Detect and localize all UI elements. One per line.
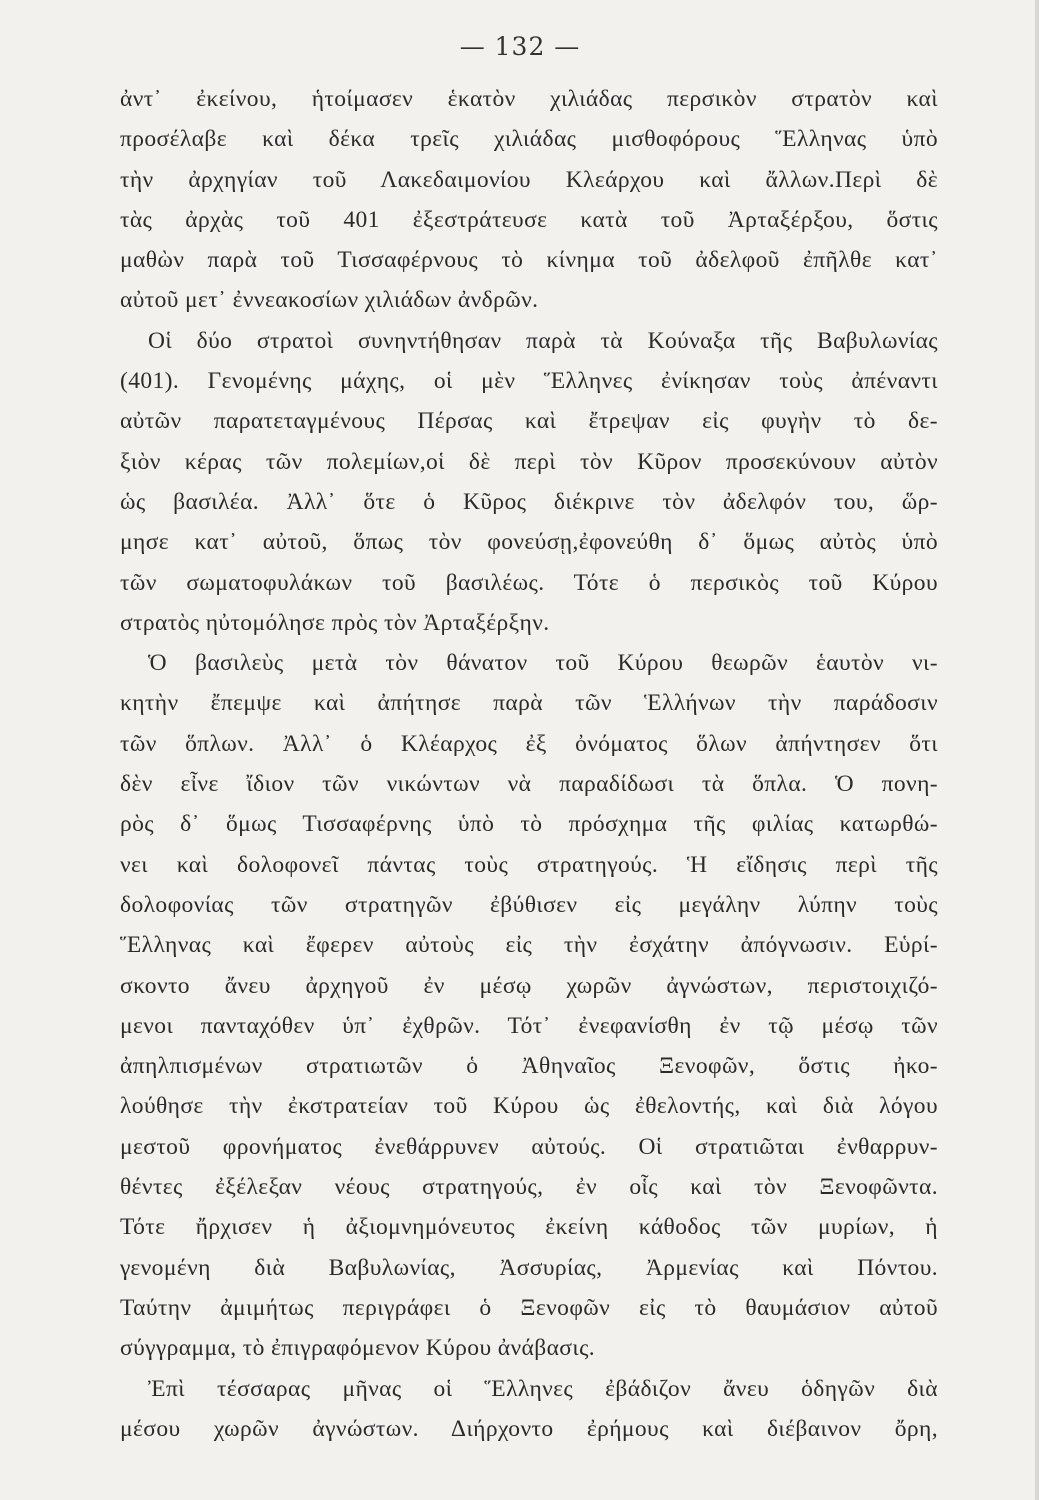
page-number: — 132 — — [459, 32, 581, 61]
text-line: αὐτοῦ μετ᾽ ἐννεακοσίων χιλιάδων ἀνδρῶν. — [120, 287, 539, 314]
text-line: μεστοῦ φρονήματος ἐνεθάρρυνεν αὐτούς. Οἱ στρατιῶται ἐνθαρρυν- — [120, 1133, 938, 1160]
text-line: τὰς ἀρχὰς τοῦ 401 ἐξεστράτευσε κατὰ τοῦ Ἀρταξέρξου, ὅστις — [120, 206, 938, 233]
text-line: δολοφονίας τῶν στρατηγῶν ἐβύθισεν εἰς μεγάλην λύπην τοὺς — [120, 891, 938, 918]
text-line: τῶν σωματοφυλάκων τοῦ βασιλέως. Τότε ὁ περσικὸς τοῦ Κύρου — [120, 569, 938, 596]
text-line: Ὁ βασιλεὺς μετὰ τὸν θάνατον τοῦ Κύρου θεωρῶν ἑαυτὸν νι- — [148, 650, 938, 677]
text-line: νει καὶ δολοφονεῖ πάντας τοὺς στρατηγούς. Ἡ εἴδησις περὶ τῆς — [120, 851, 938, 878]
text-line: τὴν ἀρχηγίαν τοῦ Λακεδαιμονίου Κλεάρχου καὶ ἄλλων.Περὶ δὲ — [120, 166, 938, 193]
text-line: προσέλαβε καὶ δέκα τρεῖς χιλιάδας μισθοφόρους Ἕλληνας ὑπὸ — [120, 126, 938, 153]
text-line: ἀπηλπισμένων στρατιωτῶν ὁ Ἀθηναῖος Ξενοφῶν, ὅστις ἠκο- — [120, 1053, 938, 1080]
text-line: γενομένη διὰ Βαβυλωνίας, Ἀσσυρίας, Ἀρμενίας καὶ Πόντου. — [120, 1254, 938, 1281]
text-line: λούθησε τὴν ἐκστρατείαν τοῦ Κύρου ὡς ἐθελοντής, καὶ διὰ λόγου — [120, 1093, 938, 1120]
text-line: σκοντο ἄνευ ἀρχηγοῦ ἐν μέσῳ χωρῶν ἀγνώστων, περιστοιχιζό- — [120, 972, 938, 999]
text-line: μαθὼν παρὰ τοῦ Τισσαφέρνους τὸ κίνημα τοῦ ἀδελφοῦ ἐπῆλθε κατ᾽ — [120, 247, 938, 274]
text-line: δὲν εἶνε ἴδιον τῶν νικώντων νὰ παραδίδωσι τὰ ὅπλα. Ὁ πονη- — [120, 771, 938, 798]
text-line: τῶν ὅπλων. Ἀλλ᾽ ὁ Κλέαρχος ἐξ ὀνόματος ὅλων ἀπήντησεν ὅτι — [120, 730, 938, 757]
page-edge — [1035, 0, 1039, 1500]
text-line: στρατὸς ηὐτομόλησε πρὸς τὸν Ἀρταξέρξην. — [120, 609, 550, 636]
text-line: κητὴν ἔπεμψε καὶ ἀπήτησε παρὰ τῶν Ἑλλήνων τὴν παράδοσιν — [120, 690, 938, 717]
text-line: θέντες ἐξέλεξαν νέους στρατηγούς, ἐν οἷς καὶ τὸν Ξενοφῶντα. — [120, 1174, 938, 1201]
text-line: αὐτῶν παρατεταγμένους Πέρσας καὶ ἔτρεψαν εἰς φυγὴν τὸ δε- — [120, 408, 938, 435]
body-text — [120, 79, 938, 1449]
text-line: ἀντ᾽ ἐκείνου, ἡτοίμασεν ἑκατὸν χιλιάδας περσικὸν στρατὸν καὶ — [120, 86, 938, 112]
text-line: Οἱ δύο στρατοὶ συνηντήθησαν παρὰ τὰ Κούναξα τῆς Βαβυλωνίας — [148, 327, 938, 354]
text-line: Ταύτην ἀμιμήτως περιγράφει ὁ Ξενοφῶν εἰς τὸ θαυμάσιον αὐτοῦ — [120, 1294, 938, 1321]
text-line: ρὸς δ᾽ ὅμως Τισσαφέρνης ὑπὸ τὸ πρόσχημα τῆς φιλίας κατωρθώ- — [120, 811, 938, 838]
text-line: μενοι πανταχόθεν ὑπ᾽ ἐχθρῶν. Τότ᾽ ἐνεφανίσθη ἐν τῷ μέσῳ τῶν — [120, 1012, 938, 1039]
text-line: μησε κατ᾽ αὐτοῦ, ὅπως τὸν φονεύσῃ,ἐφονεύθη δ᾽ ὅμως αὐτὸς ὑπὸ — [120, 529, 938, 556]
text-line: Τότε ἤρχισεν ἡ ἀξιομνημόνευτος ἐκείνη κάθοδος τῶν μυρίων, ἡ — [120, 1214, 938, 1241]
text-line: σύγγραμμα, τὸ ἐπιγραφόμενον Κύρου ἀνάβασις. — [120, 1335, 596, 1362]
text-line: ὡς βασιλέα. Ἀλλ᾽ ὅτε ὁ Κῦρος διέκρινε τὸν ἀδελφόν του, ὥρ- — [120, 488, 938, 515]
text-line: ξιὸν κέρας τῶν πολεμίων,οἱ δὲ περὶ τὸν Κῦρον προσεκύνουν αὐτὸν — [120, 448, 938, 475]
text-line: μέσου χωρῶν ἀγνώστων. Διήρχοντο ἐρήμους καὶ διέβαινον ὄρη, — [120, 1415, 938, 1442]
text-line: Ἕλληνας καὶ ἔφερεν αὐτοὺς εἰς τὴν ἐσχάτην ἀπόγνωσιν. Εὑρί- — [120, 932, 938, 959]
text-line: Ἐπὶ τέσσαρας μῆνας οἱ Ἕλληνες ἐβάδιζον ἄνευ ὁδηγῶν διὰ — [148, 1375, 938, 1402]
text-line: (401). Γενομένης μάχης, οἱ μὲν Ἕλληνες ἐνίκησαν τοὺς ἀπέναντι — [120, 368, 938, 395]
